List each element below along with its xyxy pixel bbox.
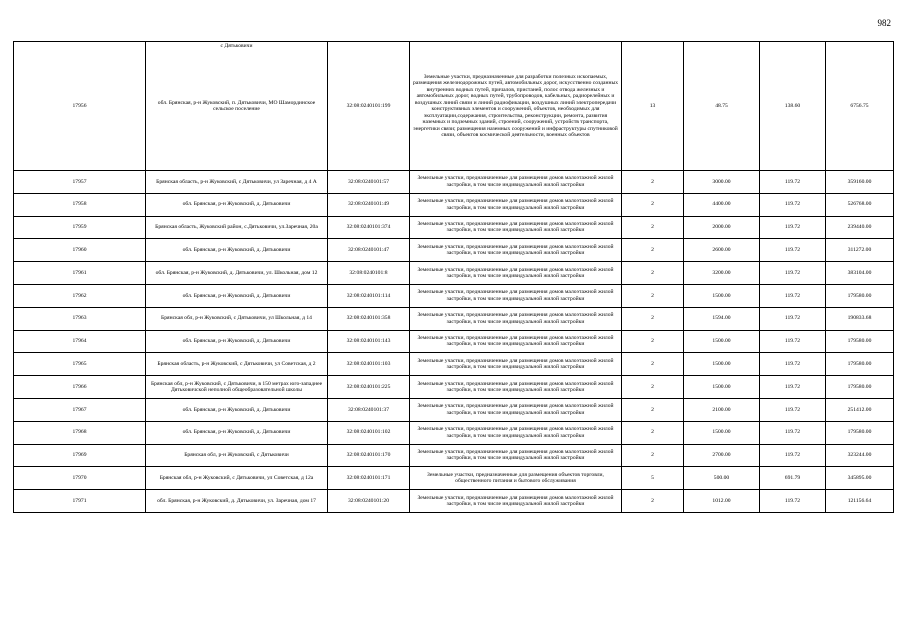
group-code: 2	[622, 193, 684, 216]
area: 3200.00	[684, 262, 760, 285]
land-use: Земельные участки, предназначенные для размещения домов малоэтажной жилой застройки, в том числе индивидуальной жилой застройки	[410, 421, 622, 444]
area: 4400.00	[684, 193, 760, 216]
address-cell: обл. Брянская, р-н Жуковский, д. Дятьковичи	[146, 330, 328, 353]
area: 2100.00	[684, 398, 760, 421]
cadastral-value: 179580.00	[826, 421, 894, 444]
cadastral-number: 32:08:0240101:114	[328, 284, 410, 307]
row-number: 17957	[14, 171, 146, 194]
cadastral-value: 179580.00	[826, 330, 894, 353]
cadastral-number: 32:08:0240101:20	[328, 490, 410, 513]
address-cell: обл. Брянская, р-н Жуковский, д. Дятьковичи	[146, 284, 328, 307]
row-number: 17970	[14, 467, 146, 490]
land-use: Земельные участки, предназначенные для разработки полезных ископаемых, размещения железнодорожных путей, автомобильных дорог, искусственно созданных внутренних водных путей, причалов, пристаней, полос отвода железных и автомобильных дорог, водных путей, трубопроводов, кабельных, радиорелейных и воздушных линий связи и линий радиофикации, воздушных линий электропередачи конструктивных элементов и сооружений, объектов, необходимых для эксплуатации,содержания, строительства, реконструкции, ремонта, развития наземных и подземных зданий, строений, сооружений, устройств транспорта, энергетики связи; размещения наземных сооружений и инфраструктуры спутниковой связи, объектов космической деятельности, военных объектов	[410, 42, 622, 171]
group-code: 2	[622, 284, 684, 307]
cadastral-number: 32:08:0240101:225	[328, 376, 410, 399]
area: 2000.00	[684, 216, 760, 239]
address-cell: обл. Брянская, р-н Жуковский, д. Дятьковичи	[146, 421, 328, 444]
cadastral-number: 32:08:0240101:49	[328, 193, 410, 216]
land-use: Земельные участки, предназначенные для размещения домов малоэтажной жилой застройки, в том числе индивидуальной жилой застройки	[410, 193, 622, 216]
specific-value: 119.72	[760, 330, 826, 353]
group-code: 2	[622, 216, 684, 239]
address-cell: Брянская область, Жуковский район, с.Дятьковичи, ул.Заречная, 20а	[146, 216, 328, 239]
cadastral-number: 32:08:0240101:170	[328, 444, 410, 467]
cadastral-number: 32:08:0240101:143	[328, 330, 410, 353]
address-cell: Брянская обл, р-н Жуковский, с Дятьковичи	[146, 444, 328, 467]
area: 2600.00	[684, 239, 760, 262]
area: 1012.00	[684, 490, 760, 513]
row-number: 17968	[14, 421, 146, 444]
table-row	[14, 171, 894, 194]
area: 48.75	[684, 42, 760, 171]
address-cell: Брянская область, р-н Жуковский, с Дятьковичи, ул Заречная, д 4 А	[146, 171, 328, 194]
cadastral-number: 32:08:0240101:171	[328, 467, 410, 490]
cadastral-value: 179580.00	[826, 376, 894, 399]
table-row	[14, 307, 894, 330]
group-code: 13	[622, 42, 684, 171]
area: 1500.00	[684, 421, 760, 444]
address-cell: обл. Брянская, р-н Жуковский, д. Дятьковичи, ул. Школьная, дом 12	[146, 262, 328, 285]
table-body	[14, 42, 894, 513]
cadastral-number: 32:08:0240101:47	[328, 239, 410, 262]
group-code: 2	[622, 307, 684, 330]
specific-value: 119.72	[760, 284, 826, 307]
table-row	[14, 467, 894, 490]
cadastral-value: 359160.00	[826, 171, 894, 194]
address-cell: Брянская обл, р-н Жуковский, с Дятьковичи, в 150 метрах юго-западнее Дятьковичской неполной общеобразовательной школы	[146, 376, 328, 399]
cadastral-value: 190833.68	[826, 307, 894, 330]
specific-value: 119.72	[760, 193, 826, 216]
locality-label: с Дятьковичи	[220, 43, 253, 49]
land-use: Земельные участки, предназначенные для размещения домов малоэтажной жилой застройки, в том числе индивидуальной жилой застройки	[410, 490, 622, 513]
row-number: 17961	[14, 262, 146, 285]
row-number: 17965	[14, 353, 146, 376]
specific-value: 119.72	[760, 239, 826, 262]
specific-value: 119.72	[760, 353, 826, 376]
land-use: Земельные участки, предназначенные для размещения домов малоэтажной жилой застройки, в том числе индивидуальной жилой застройки	[410, 307, 622, 330]
land-use: Земельные участки, предназначенные для размещения домов малоэтажной жилой застройки, в том числе индивидуальной жилой застройки	[410, 216, 622, 239]
row-number: 17969	[14, 444, 146, 467]
cadastral-value: 6756.75	[826, 42, 894, 171]
address-cell: обл. Брянская, р-н Жуковский, д. Дятьковичи	[146, 193, 328, 216]
address-text: обл. Брянская, р-н Жуковский, п. Дятьковичи, МО Шамординское сельское поселение	[157, 99, 316, 112]
cadastral-number: 32:08:0240101:57	[328, 171, 410, 194]
group-code: 5	[622, 467, 684, 490]
specific-value: 119.72	[760, 216, 826, 239]
group-code: 2	[622, 330, 684, 353]
area: 1594.00	[684, 307, 760, 330]
specific-value: 119.72	[760, 398, 826, 421]
table-row	[14, 262, 894, 285]
group-code: 2	[622, 353, 684, 376]
cadastral-number: 32:08:0240101:103	[328, 353, 410, 376]
row-number: 17962	[14, 284, 146, 307]
area: 1500.00	[684, 376, 760, 399]
table-row	[14, 216, 894, 239]
specific-value: 119.72	[760, 421, 826, 444]
specific-value: 119.72	[760, 376, 826, 399]
land-use: Земельные участки, предназначенные для размещения домов малоэтажной жилой застройки, в том числе индивидуальной жилой застройки	[410, 353, 622, 376]
specific-value: 119.72	[760, 171, 826, 194]
area: 1500.00	[684, 330, 760, 353]
land-use: Земельные участки, предназначенные для размещения домов малоэтажной жилой застройки, в том числе индивидуальной жилой застройки	[410, 171, 622, 194]
cadastral-number: 32:08:0240101:199	[328, 42, 410, 171]
cadastral-value: 526768.00	[826, 193, 894, 216]
group-code: 2	[622, 421, 684, 444]
row-number: 17963	[14, 307, 146, 330]
cadastral-value: 179580.00	[826, 353, 894, 376]
group-code: 2	[622, 444, 684, 467]
address-cell: обл. Брянская, р-н Жуковский, д. Дятьковичи	[146, 398, 328, 421]
address-cell	[146, 42, 328, 171]
land-use: Земельные участки, предназначенные для размещения домов малоэтажной жилой застройки, в том числе индивидуальной жилой застройки	[410, 239, 622, 262]
group-code: 2	[622, 239, 684, 262]
table-row	[14, 444, 894, 467]
cadastral-value: 383104.00	[826, 262, 894, 285]
page-number: 982	[877, 18, 891, 28]
row-number: 17959	[14, 216, 146, 239]
table-row	[14, 421, 894, 444]
land-use: Земельные участки, предназначенные для размещения домов малоэтажной жилой застройки, в том числе индивидуальной жилой застройки	[410, 284, 622, 307]
area: 2700.00	[684, 444, 760, 467]
table-row	[14, 239, 894, 262]
table-row	[14, 353, 894, 376]
row-number: 17966	[14, 376, 146, 399]
area: 500.00	[684, 467, 760, 490]
cadastral-number: 32:08:0240101:37	[328, 398, 410, 421]
cadastral-number: 32:08:0240101:358	[328, 307, 410, 330]
cadastral-value: 345895.00	[826, 467, 894, 490]
specific-value: 119.72	[760, 444, 826, 467]
group-code: 2	[622, 262, 684, 285]
cadastral-number: 32:08:0240101:8	[328, 262, 410, 285]
area: 3000.00	[684, 171, 760, 194]
table-row	[14, 398, 894, 421]
table-row	[14, 193, 894, 216]
specific-value: 138.60	[760, 42, 826, 171]
area: 1500.00	[684, 284, 760, 307]
address-cell: обл. Брянская, р-н Жуковский, д. Дятьковичи, ул. Заречная, дом 17	[146, 490, 328, 513]
row-number: 17956	[14, 42, 146, 171]
row-number: 17960	[14, 239, 146, 262]
group-code: 2	[622, 398, 684, 421]
table-row	[14, 284, 894, 307]
table-row	[14, 330, 894, 353]
cadastral-value: 311272.00	[826, 239, 894, 262]
row-number: 17958	[14, 193, 146, 216]
row-number: 17971	[14, 490, 146, 513]
cadastral-value: 179580.00	[826, 284, 894, 307]
land-use: Земельные участки, предназначенные для размещения объектов торговли, общественного питания и бытового обслуживания	[410, 467, 622, 490]
land-use: Земельные участки, предназначенные для размещения домов малоэтажной жилой застройки, в том числе индивидуальной жилой застройки	[410, 330, 622, 353]
cadastral-value: 251412.00	[826, 398, 894, 421]
cadastral-value: 323244.00	[826, 444, 894, 467]
table-row	[14, 376, 894, 399]
specific-value: 691.79	[760, 467, 826, 490]
address-cell: Брянская обл, р-н Жуковский, с Дятьковичи, ул Советская, д 12а	[146, 467, 328, 490]
land-registry-table	[13, 41, 894, 513]
land-use: Земельные участки, предназначенные для размещения домов малоэтажной жилой застройки, в том числе индивидуальной жилой застройки	[410, 398, 622, 421]
group-code: 2	[622, 490, 684, 513]
table-row	[14, 490, 894, 513]
land-use: Земельные участки, предназначенные для размещения домов малоэтажной жилой застройки, в том числе индивидуальной жилой застройки	[410, 444, 622, 467]
land-use: Земельные участки, предназначенные для размещения домов малоэтажной жилой застройки, в том числе индивидуальной жилой застройки	[410, 262, 622, 285]
cadastral-value: 239440.00	[826, 216, 894, 239]
specific-value: 119.72	[760, 262, 826, 285]
address-cell: обл. Брянская, р-н Жуковский, д. Дятьковичи	[146, 239, 328, 262]
group-code: 2	[622, 171, 684, 194]
row-number: 17964	[14, 330, 146, 353]
cadastral-number: 32:08:0240101:374	[328, 216, 410, 239]
specific-value: 119.72	[760, 307, 826, 330]
land-use: Земельные участки, предназначенные для размещения домов малоэтажной жилой застройки, в том числе индивидуальной жилой застройки	[410, 376, 622, 399]
cadastral-number: 32:08:0240101:102	[328, 421, 410, 444]
row-number: 17967	[14, 398, 146, 421]
specific-value: 119.72	[760, 490, 826, 513]
cadastral-value: 121156.64	[826, 490, 894, 513]
group-code: 2	[622, 376, 684, 399]
area: 1500.00	[684, 353, 760, 376]
address-cell: Брянская обл, р-н Жуковский, с Дятьковичи, ул Школьная, д 14	[146, 307, 328, 330]
table-row	[14, 42, 894, 171]
address-cell: Брянская область, р-н Жуковский, с Дятьковичи, ул Советская, д 2	[146, 353, 328, 376]
